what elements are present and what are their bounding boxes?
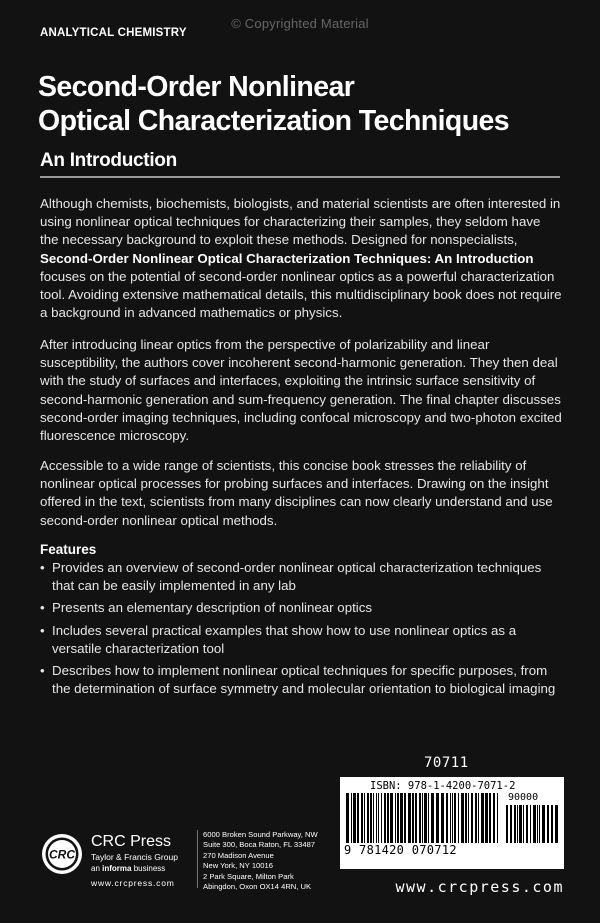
barcode-bar	[539, 805, 540, 843]
barcode-bar	[397, 793, 399, 843]
barcode-bar	[412, 793, 414, 843]
isbn-barcode	[340, 777, 564, 869]
barcode-bar	[373, 793, 374, 843]
p1-intro: Although chemists, biochemists, biologists, and material scientists are often interested in using nonlinear optical techniques for characterizing their samples, they seldom have the necessary background to exploit these methods. Designed for nonspecialists,	[40, 196, 561, 248]
barcode-bar	[446, 793, 448, 843]
series-label: ANALYTICAL CHEMISTRY	[40, 27, 187, 39]
barcode-bar	[489, 793, 491, 843]
title-line-2: Optical Characterization Techniques	[38, 105, 510, 137]
bullet-icon: •	[40, 600, 45, 616]
barcode-bar	[551, 805, 553, 843]
ean-digits: 9 781420 070712	[344, 843, 457, 857]
book-title	[38, 70, 578, 138]
catalog-number: 70711	[424, 755, 469, 771]
title-divider	[40, 176, 560, 178]
barcode-bar	[526, 805, 528, 843]
address-line: 6000 Broken Sound Parkway, NW	[203, 830, 318, 839]
barcode-bar	[390, 793, 393, 843]
description-paragraph-3: Accessible to a wide range of scientists, this concise book stresses the reliability of nonlinear optical processes for probing surfaces and interfaces. Drawing on the insight offered in the text, scientists from many disciplines can now clearly understand and use second-order nonlinear optical methods.	[40, 458, 553, 528]
address-line: Suite 300, Boca Raton, FL 33487	[203, 839, 316, 849]
barcode-bar	[547, 805, 549, 843]
copyright-watermark: © Copyrighted Material	[231, 16, 369, 31]
feature-text: Describes how to implement nonlinear optical techniques for specific purposes, from the determination of surface symmetry and molecular orientation to biological imaging	[52, 663, 556, 697]
barcode-bar	[555, 805, 558, 843]
barcode-bar	[461, 793, 464, 843]
address-block	[203, 830, 353, 849]
barcode-bar	[481, 793, 484, 843]
barcode-bar	[506, 805, 508, 843]
address-divider	[197, 830, 198, 888]
barcode-bar	[353, 793, 356, 843]
logo-text: CRC	[49, 847, 75, 862]
barcode-bar	[431, 793, 434, 843]
barcode-bar	[381, 793, 382, 843]
bullet-icon: •	[40, 560, 45, 575]
barcode-bar	[428, 793, 429, 843]
barcode-bar	[422, 793, 423, 843]
barcode-bar	[485, 793, 488, 843]
barcode-bar	[419, 793, 421, 843]
feature-item	[40, 559, 562, 595]
p1-rest: focuses on the potential of second-order nonlinear optics as a powerful characterization tool. Avoiding extensive mathematical details, this multidisciplinary book does not require a background in advanced mathematics or physics.	[40, 268, 562, 321]
barcode-bar	[533, 805, 536, 843]
feature-text: Includes several practical examples that show how to use nonlinear optics as a versatile characterization tool	[52, 622, 517, 656]
barcode-bar	[530, 805, 531, 843]
features-heading: Features	[40, 542, 97, 557]
barcode-bar	[370, 793, 372, 843]
tag-prefix: an	[91, 864, 103, 873]
barcode-bar	[471, 793, 473, 843]
publisher-url[interactable]: www.crcpress.com	[91, 878, 175, 888]
barcode-bar	[395, 793, 396, 843]
barcode-bar	[404, 793, 406, 843]
barcode-bar	[441, 793, 444, 843]
p1-book-title: Second-Order Nonlinear Optical Characterization Techniques: An Introduction	[40, 250, 534, 266]
address-line: Abingdon, Oxon OX14 4RN, UK	[203, 881, 312, 891]
addon-number: 90000	[508, 792, 539, 803]
address-line: New York, NY 10016	[203, 860, 273, 870]
address-line: 270 Madison Avenue	[203, 851, 274, 861]
barcode-bar	[493, 793, 495, 843]
barcode-bar	[537, 805, 538, 843]
bullet-icon: •	[40, 663, 45, 679]
barcode-bar	[364, 793, 365, 843]
ean-barcode-bars	[346, 793, 502, 843]
barcode-bar	[450, 793, 451, 843]
publisher-name: CRC Press	[91, 833, 172, 850]
address-block	[203, 872, 353, 891]
barcode-bar	[517, 805, 518, 843]
feature-item	[40, 622, 562, 658]
barcode-bar	[519, 805, 522, 843]
barcode-bar	[367, 793, 369, 843]
barcode-bar	[475, 793, 477, 843]
isbn-label: ISBN: 978-1-4200-7071-2	[370, 780, 516, 792]
publisher-group: Taylor & Francis Group	[91, 852, 178, 862]
barcode-bar	[497, 793, 498, 843]
barcode-bar	[523, 805, 524, 843]
barcode-bar	[376, 793, 377, 843]
barcode-bar	[468, 793, 469, 843]
barcode-bar	[478, 793, 479, 843]
barcode-bar	[378, 793, 379, 843]
barcode-bar	[452, 793, 453, 843]
barcode-bar	[361, 793, 363, 843]
tag-informa: informa	[102, 864, 132, 873]
description-paragraph-2: After introducing linear optics from the perspective of polarizability and linear susceptibility, the authors cover incoherent second-harmonic generation. They then deal with the study of surfaces and interfaces, exploiting the intrinsic surface sensitivity of second-harmonic generation and sum-frequency generation. The final chapter discusses second-order imaging techniques, including confocal microscopy and two-photon excited fluorescence microscopy.	[40, 337, 562, 444]
feature-item	[40, 599, 562, 617]
publisher-url-large[interactable]: www.crcpress.com	[395, 878, 564, 896]
crc-logo-icon	[40, 832, 84, 876]
publisher-tagline	[91, 864, 165, 873]
addon-barcode-bars	[506, 805, 558, 843]
barcode-bar	[357, 793, 359, 843]
barcode-bar	[424, 793, 427, 843]
feature-item	[40, 662, 562, 698]
publisher-addresses	[203, 830, 353, 894]
tag-suffix: business	[131, 864, 166, 873]
barcode-bar	[415, 793, 417, 843]
barcode-bar	[510, 805, 512, 843]
barcode-bar	[458, 793, 459, 843]
barcode-bar	[408, 793, 411, 843]
features-list	[40, 559, 562, 702]
address-line: 2 Park Square, Milton Park	[203, 872, 294, 882]
book-subtitle: An Introduction	[40, 150, 177, 171]
barcode-bar	[387, 793, 389, 843]
barcode-bar	[384, 793, 386, 843]
barcode-bar	[400, 793, 403, 843]
barcode-bar	[454, 793, 456, 843]
barcode-bar	[542, 805, 545, 843]
description-paragraph-1	[40, 195, 562, 322]
barcode-bar	[436, 793, 439, 843]
bullet-icon: •	[40, 622, 45, 638]
address-block	[203, 851, 353, 870]
feature-text: Provides an overview of second-order nonlinear optical characterization techniques that can be easily implemented in any lab	[52, 560, 542, 594]
title-line-1: Second-Order Nonlinear	[38, 71, 355, 103]
barcode-bar	[514, 805, 516, 843]
barcode-bar	[465, 793, 467, 843]
feature-text: Presents an elementary description of nonlinear optics	[52, 600, 373, 616]
